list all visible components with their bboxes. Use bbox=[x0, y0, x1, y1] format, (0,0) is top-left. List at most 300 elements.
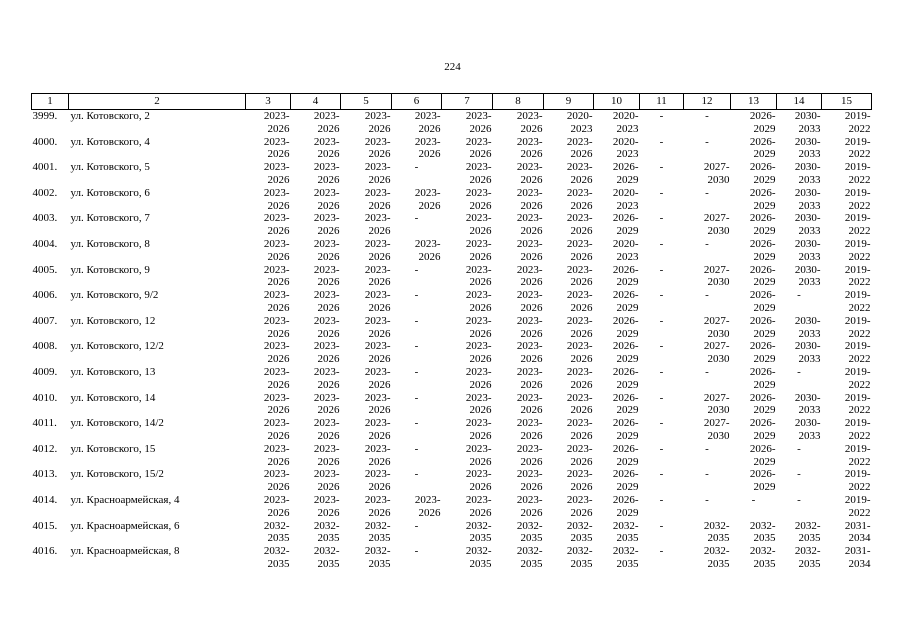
period-cell: 2032- 2035 bbox=[612, 519, 639, 545]
period-cell: 2026- 2029 bbox=[749, 314, 776, 340]
period-cell: 2023- 2026 bbox=[263, 391, 290, 417]
period-cell: 2026- 2029 bbox=[612, 212, 639, 238]
header-cell-14: 14 bbox=[777, 94, 822, 110]
period-cell: 2023- 2026 bbox=[364, 263, 391, 289]
period-cell: 2026- 2029 bbox=[749, 110, 776, 135]
header-cell-6: 6 bbox=[392, 94, 442, 110]
period-cell: 2030- 2033 bbox=[794, 237, 821, 263]
period-cell: - bbox=[751, 493, 756, 506]
period-cell: - bbox=[659, 212, 664, 225]
period-cell: 2032- 2035 bbox=[794, 545, 821, 570]
period-cell: - bbox=[797, 365, 801, 378]
period-cell: 2030- 2033 bbox=[794, 340, 821, 366]
table-row bbox=[32, 212, 872, 238]
period-cell: 2023- 2026 bbox=[263, 442, 290, 468]
period-cell: 2023- 2026 bbox=[516, 442, 543, 468]
period-cell: 2030- 2033 bbox=[794, 314, 821, 340]
row-number: 4006. bbox=[32, 289, 58, 302]
period-cell: 2019- 2022 bbox=[844, 417, 871, 442]
period-cell: 2032- 2035 bbox=[465, 545, 492, 570]
header-cell-3: 3 bbox=[246, 94, 291, 110]
period-cell: 2032- 2035 bbox=[516, 545, 543, 570]
row-number: 4011. bbox=[32, 417, 57, 430]
header-cell-11: 11 bbox=[640, 94, 684, 110]
period-cell: 2026- 2029 bbox=[749, 212, 776, 238]
period-cell: 2023- 2026 bbox=[263, 493, 290, 519]
period-cell: 2023- 2026 bbox=[465, 263, 492, 289]
row-number: 4001. bbox=[32, 161, 58, 174]
period-cell: 2023- 2026 bbox=[364, 314, 391, 340]
period-cell: 2026- 2029 bbox=[749, 186, 776, 212]
row-number: 4014. bbox=[32, 493, 58, 506]
period-cell: 2023- 2026 bbox=[263, 161, 290, 186]
page-number: 224 bbox=[444, 61, 461, 73]
table-row bbox=[32, 238, 872, 264]
header-cell-2: 2 bbox=[69, 94, 246, 110]
period-cell: 2023- 2026 bbox=[263, 212, 290, 238]
period-cell: 2023- 2026 bbox=[566, 135, 593, 161]
period-cell: 2023- 2026 bbox=[313, 468, 340, 494]
period-cell: 2026- 2029 bbox=[749, 289, 776, 314]
address-cell: ул. Красноармейская, 6 bbox=[70, 519, 180, 532]
period-cell: - bbox=[659, 135, 664, 148]
period-cell: - bbox=[414, 289, 419, 302]
period-cell: - bbox=[659, 314, 664, 327]
period-cell: 2020- 2023 bbox=[566, 110, 593, 135]
period-cell: 2032- 2035 bbox=[566, 545, 593, 570]
period-cell: 2023- 2026 bbox=[516, 110, 543, 135]
period-cell: 2023- 2026 bbox=[364, 110, 391, 135]
period-cell: 2023- 2026 bbox=[465, 161, 492, 186]
period-cell: 2023- 2026 bbox=[465, 442, 492, 468]
row-number: 4005. bbox=[32, 263, 58, 276]
period-cell: 2023- 2026 bbox=[465, 289, 492, 314]
row-number: 4016. bbox=[32, 545, 58, 558]
period-cell: 2023- 2026 bbox=[566, 289, 593, 314]
period-cell: 2027- 2030 bbox=[703, 391, 730, 417]
period-cell: 2019- 2022 bbox=[844, 314, 871, 340]
period-cell: 2019- 2022 bbox=[844, 289, 871, 314]
period-cell: - bbox=[705, 289, 709, 302]
period-cell: - bbox=[414, 442, 419, 455]
period-cell: 2023- 2026 bbox=[364, 289, 391, 314]
period-cell: 2023- 2026 bbox=[313, 493, 340, 519]
header-cell-10: 10 bbox=[594, 94, 640, 110]
header-cell-12: 12 bbox=[684, 94, 731, 110]
period-cell: 2023- 2026 bbox=[516, 237, 543, 263]
table-row bbox=[32, 520, 872, 546]
address-cell: ул. Котовского, 5 bbox=[70, 161, 150, 174]
period-cell: 2026- 2029 bbox=[749, 417, 776, 442]
period-cell: 2023- 2026 bbox=[516, 417, 543, 442]
period-cell: 2026- 2029 bbox=[612, 365, 639, 391]
period-cell: - bbox=[797, 468, 801, 481]
period-cell: 2023- 2026 bbox=[364, 135, 391, 161]
period-cell: 2023- 2026 bbox=[313, 110, 340, 135]
row-number: 4008. bbox=[32, 340, 58, 353]
period-cell: 2026- 2029 bbox=[749, 365, 776, 391]
period-cell: - bbox=[659, 493, 664, 506]
header-cell-15: 15 bbox=[822, 94, 872, 110]
period-cell: 2023- 2026 bbox=[566, 468, 593, 494]
period-cell: 2023- 2026 bbox=[313, 442, 340, 468]
period-cell: 2023- 2026 bbox=[516, 212, 543, 238]
period-cell: - bbox=[705, 442, 709, 455]
period-cell: - bbox=[414, 314, 419, 327]
period-cell: 2023- 2026 bbox=[414, 493, 441, 519]
period-cell: 2023- 2026 bbox=[263, 314, 290, 340]
row-number: 4015. bbox=[32, 519, 58, 532]
period-cell: 2023- 2026 bbox=[313, 417, 340, 442]
period-cell: - bbox=[797, 442, 801, 455]
table-header bbox=[32, 94, 872, 110]
table-row bbox=[32, 340, 872, 366]
table-row bbox=[32, 494, 872, 520]
period-cell: 2023- 2026 bbox=[465, 237, 492, 263]
period-cell: - bbox=[414, 468, 419, 481]
period-cell: 2023- 2026 bbox=[313, 263, 340, 289]
period-cell: 2023- 2026 bbox=[364, 493, 391, 519]
table-row bbox=[32, 110, 872, 136]
period-cell: 2023- 2026 bbox=[313, 186, 340, 212]
period-cell: 2030- 2033 bbox=[794, 212, 821, 238]
period-cell: - bbox=[414, 391, 419, 404]
period-cell: 2023- 2026 bbox=[263, 110, 290, 135]
row-number: 4003. bbox=[32, 212, 58, 225]
header-cell-8: 8 bbox=[493, 94, 544, 110]
period-cell: 2023- 2026 bbox=[263, 468, 290, 494]
period-cell: 2023- 2026 bbox=[566, 237, 593, 263]
period-cell: - bbox=[414, 519, 419, 532]
period-cell: 2030- 2033 bbox=[794, 263, 821, 289]
period-cell: 2023- 2026 bbox=[313, 237, 340, 263]
period-cell: 2023- 2026 bbox=[516, 314, 543, 340]
period-cell: 2023- 2026 bbox=[364, 417, 391, 442]
table-row bbox=[32, 545, 872, 571]
period-cell: 2023- 2026 bbox=[414, 186, 441, 212]
period-cell: - bbox=[659, 442, 664, 455]
period-cell: 2032- 2035 bbox=[612, 545, 639, 570]
period-cell: 2030- 2033 bbox=[794, 110, 821, 135]
period-cell: 2026- 2029 bbox=[612, 263, 639, 289]
period-cell: 2023- 2026 bbox=[313, 340, 340, 366]
period-cell: 2023- 2026 bbox=[313, 161, 340, 186]
period-cell: 2032- 2035 bbox=[749, 519, 776, 545]
period-cell: 2030- 2033 bbox=[794, 135, 821, 161]
header-cell-7: 7 bbox=[442, 94, 493, 110]
row-number: 4000. bbox=[32, 135, 58, 148]
period-cell: 2031- 2034 bbox=[844, 545, 871, 570]
period-cell: 2026- 2029 bbox=[749, 391, 776, 417]
period-cell: 2019- 2022 bbox=[844, 161, 871, 186]
period-cell: 2032- 2035 bbox=[516, 519, 543, 545]
period-cell: 2027- 2030 bbox=[703, 417, 730, 442]
period-cell: 2030- 2033 bbox=[794, 161, 821, 186]
row-number: 4004. bbox=[32, 237, 58, 250]
period-cell: 2023- 2026 bbox=[516, 135, 543, 161]
period-cell: 2019- 2022 bbox=[844, 340, 871, 366]
period-cell: 2023- 2026 bbox=[566, 161, 593, 186]
period-cell: 2026- 2029 bbox=[749, 340, 776, 366]
period-cell: 2023- 2026 bbox=[566, 263, 593, 289]
period-cell: - bbox=[414, 263, 419, 276]
table-row bbox=[32, 366, 872, 392]
period-cell: 2023- 2026 bbox=[364, 442, 391, 468]
period-cell: 2026- 2029 bbox=[749, 135, 776, 161]
period-cell: 2027- 2030 bbox=[703, 161, 730, 186]
period-cell: 2026- 2029 bbox=[612, 340, 639, 366]
period-cell: 2032- 2035 bbox=[794, 519, 821, 545]
period-cell: 2019- 2022 bbox=[844, 212, 871, 238]
address-cell: ул. Котовского, 14 bbox=[70, 391, 156, 404]
period-cell: 2023- 2026 bbox=[566, 314, 593, 340]
period-cell: 2032- 2035 bbox=[313, 545, 340, 570]
period-cell: 2023- 2026 bbox=[263, 237, 290, 263]
period-cell: 2019- 2022 bbox=[844, 263, 871, 289]
period-cell: 2026- 2029 bbox=[749, 442, 776, 468]
period-cell: 2023- 2026 bbox=[465, 417, 492, 442]
row-number: 4013. bbox=[32, 468, 58, 481]
period-cell: 2026- 2029 bbox=[612, 468, 639, 494]
period-cell: 2023- 2026 bbox=[566, 340, 593, 366]
period-cell: 2023- 2026 bbox=[263, 417, 290, 442]
period-cell: 2023- 2026 bbox=[313, 365, 340, 391]
period-cell: 2023- 2026 bbox=[516, 186, 543, 212]
period-cell: 2023- 2026 bbox=[263, 186, 290, 212]
period-cell: 2030- 2033 bbox=[794, 186, 821, 212]
period-cell: - bbox=[659, 186, 664, 199]
header-cell-4: 4 bbox=[291, 94, 341, 110]
period-cell: 2019- 2022 bbox=[844, 442, 871, 468]
period-cell: 2027- 2030 bbox=[703, 212, 730, 238]
header-cell-1: 1 bbox=[32, 94, 69, 110]
period-cell: - bbox=[705, 135, 709, 148]
row-number: 4007. bbox=[32, 314, 58, 327]
period-cell: 2023- 2026 bbox=[364, 468, 391, 494]
header-row bbox=[32, 94, 872, 110]
period-cell: - bbox=[659, 161, 664, 174]
period-cell: 2019- 2022 bbox=[844, 468, 871, 494]
period-cell: 2023- 2026 bbox=[516, 263, 543, 289]
period-cell: 2019- 2022 bbox=[844, 135, 871, 161]
address-cell: ул. Котовского, 4 bbox=[70, 135, 150, 148]
table-row bbox=[32, 187, 872, 213]
period-cell: - bbox=[797, 289, 801, 302]
address-cell: ул. Котовского, 2 bbox=[70, 110, 150, 122]
period-cell: 2027- 2030 bbox=[703, 263, 730, 289]
period-cell: 2023- 2026 bbox=[465, 468, 492, 494]
period-cell: 2020- 2023 bbox=[612, 237, 639, 263]
period-cell: 2030- 2033 bbox=[794, 417, 821, 442]
period-cell: 2023- 2026 bbox=[516, 340, 543, 366]
period-cell: 2023- 2026 bbox=[566, 493, 593, 519]
period-cell: 2023- 2026 bbox=[364, 186, 391, 212]
period-cell: 2023- 2026 bbox=[263, 340, 290, 366]
period-cell: 2023- 2026 bbox=[465, 493, 492, 519]
header-cell-9: 9 bbox=[544, 94, 594, 110]
address-cell: ул. Котовского, 13 bbox=[70, 365, 156, 378]
address-cell: ул. Красноармейская, 4 bbox=[70, 493, 180, 506]
table-row bbox=[32, 468, 872, 494]
period-cell: - bbox=[414, 340, 419, 353]
period-cell: 2023- 2026 bbox=[465, 110, 492, 135]
table-row bbox=[32, 264, 872, 290]
period-cell: - bbox=[705, 468, 709, 481]
period-cell: 2020- 2023 bbox=[612, 135, 639, 161]
table-row bbox=[32, 417, 872, 443]
period-cell: 2023- 2026 bbox=[465, 314, 492, 340]
table-row bbox=[32, 161, 872, 187]
period-cell: - bbox=[659, 365, 664, 378]
table-row bbox=[32, 136, 872, 162]
period-cell: 2030- 2033 bbox=[794, 391, 821, 417]
row-number: 4010. bbox=[32, 391, 58, 404]
address-cell: ул. Котовского, 6 bbox=[70, 186, 150, 199]
period-cell: 2026- 2029 bbox=[749, 468, 776, 494]
period-cell: 2023- 2026 bbox=[516, 391, 543, 417]
row-number: 3999. bbox=[32, 110, 58, 122]
period-cell: 2026- 2029 bbox=[612, 391, 639, 417]
address-cell: ул. Котовского, 9 bbox=[70, 263, 150, 276]
period-cell: 2019- 2022 bbox=[844, 237, 871, 263]
period-cell: - bbox=[414, 545, 419, 558]
period-cell: 2032- 2035 bbox=[703, 519, 730, 545]
period-cell: 2019- 2022 bbox=[844, 391, 871, 417]
period-cell: 2032- 2035 bbox=[749, 545, 776, 570]
period-cell: 2026- 2029 bbox=[612, 493, 639, 519]
period-cell: - bbox=[414, 365, 419, 378]
period-cell: 2019- 2022 bbox=[844, 110, 871, 135]
period-cell: 2023- 2026 bbox=[414, 135, 441, 161]
period-cell: 2023- 2026 bbox=[263, 263, 290, 289]
period-cell: 2023- 2026 bbox=[516, 493, 543, 519]
period-cell: - bbox=[414, 212, 419, 225]
period-cell: 2032- 2035 bbox=[364, 545, 391, 570]
period-cell: - bbox=[797, 493, 801, 506]
period-cell: - bbox=[659, 263, 664, 276]
period-cell: - bbox=[414, 417, 419, 430]
period-cell: - bbox=[659, 289, 664, 302]
period-cell: 2019- 2022 bbox=[844, 365, 871, 391]
period-cell: 2023- 2026 bbox=[364, 391, 391, 417]
period-cell: 2023- 2026 bbox=[465, 365, 492, 391]
period-cell: 2023- 2026 bbox=[465, 391, 492, 417]
period-cell: 2019- 2022 bbox=[844, 186, 871, 212]
header-cell-13: 13 bbox=[731, 94, 777, 110]
period-cell: - bbox=[705, 110, 709, 122]
address-cell: ул. Котовского, 9/2 bbox=[70, 289, 159, 302]
address-cell: ул. Котовского, 14/2 bbox=[70, 417, 164, 430]
period-cell: 2023- 2026 bbox=[566, 417, 593, 442]
period-cell: 2026- 2029 bbox=[749, 237, 776, 263]
period-cell: 2032- 2035 bbox=[313, 519, 340, 545]
period-cell: 2023- 2026 bbox=[364, 237, 391, 263]
period-cell: 2032- 2035 bbox=[465, 519, 492, 545]
period-cell: 2023- 2026 bbox=[263, 365, 290, 391]
address-cell: ул. Котовского, 12/2 bbox=[70, 340, 164, 353]
period-cell: 2023- 2026 bbox=[313, 289, 340, 314]
period-cell: 2019- 2022 bbox=[844, 493, 871, 519]
period-cell: 2026- 2029 bbox=[612, 442, 639, 468]
period-cell: 2023- 2026 bbox=[313, 314, 340, 340]
period-cell: 2023- 2026 bbox=[566, 442, 593, 468]
period-cell: 2032- 2035 bbox=[703, 545, 730, 570]
period-cell: 2023- 2026 bbox=[465, 186, 492, 212]
period-cell: 2023- 2026 bbox=[313, 135, 340, 161]
period-cell: - bbox=[659, 519, 664, 532]
period-cell: 2026- 2029 bbox=[749, 161, 776, 186]
address-cell: ул. Котовского, 7 bbox=[70, 212, 150, 225]
period-cell: 2023- 2026 bbox=[263, 289, 290, 314]
table-row bbox=[32, 392, 872, 418]
period-cell: 2023- 2026 bbox=[313, 212, 340, 238]
period-cell: 2023- 2026 bbox=[516, 161, 543, 186]
period-cell: 2023- 2026 bbox=[364, 212, 391, 238]
address-cell: ул. Котовского, 15/2 bbox=[70, 468, 164, 481]
period-cell: 2023- 2026 bbox=[516, 289, 543, 314]
period-cell: - bbox=[659, 237, 664, 250]
period-cell: 2023- 2026 bbox=[516, 365, 543, 391]
period-cell: 2023- 2026 bbox=[465, 212, 492, 238]
period-cell: 2023- 2026 bbox=[566, 212, 593, 238]
table-row bbox=[32, 315, 872, 341]
period-cell: 2023- 2026 bbox=[566, 391, 593, 417]
period-cell: 2026- 2029 bbox=[612, 417, 639, 442]
period-cell: 2027- 2030 bbox=[703, 314, 730, 340]
period-cell: 2027- 2030 bbox=[703, 340, 730, 366]
period-cell: - bbox=[705, 365, 709, 378]
period-cell: 2023- 2026 bbox=[566, 365, 593, 391]
period-cell: - bbox=[705, 237, 709, 250]
address-cell: ул. Котовского, 8 bbox=[70, 237, 150, 250]
address-cell: ул. Котовского, 15 bbox=[70, 442, 156, 455]
period-cell: - bbox=[705, 493, 709, 506]
header-cell-5: 5 bbox=[341, 94, 392, 110]
schedule-table bbox=[31, 93, 872, 571]
table-row bbox=[32, 443, 872, 469]
row-number: 4002. bbox=[32, 186, 58, 199]
table-body bbox=[32, 110, 872, 571]
period-cell: 2031- 2034 bbox=[844, 519, 871, 545]
period-cell: 2032- 2035 bbox=[566, 519, 593, 545]
period-cell: 2023- 2026 bbox=[566, 186, 593, 212]
period-cell: 2020- 2023 bbox=[612, 186, 639, 212]
period-cell: 2032- 2035 bbox=[364, 519, 391, 545]
period-cell: 2023- 2026 bbox=[414, 237, 441, 263]
period-cell: 2023- 2026 bbox=[414, 110, 441, 135]
period-cell: 2023- 2026 bbox=[516, 468, 543, 494]
period-cell: - bbox=[659, 110, 664, 122]
period-cell: 2026- 2029 bbox=[612, 161, 639, 186]
period-cell: 2032- 2035 bbox=[263, 519, 290, 545]
period-cell: 2020- 2023 bbox=[612, 110, 639, 135]
period-cell: - bbox=[705, 186, 709, 199]
period-cell: 2023- 2026 bbox=[465, 135, 492, 161]
period-cell: - bbox=[659, 417, 664, 430]
period-cell: 2023- 2026 bbox=[364, 340, 391, 366]
row-number: 4009. bbox=[32, 365, 58, 378]
table-row bbox=[32, 289, 872, 315]
period-cell: 2026- 2029 bbox=[612, 314, 639, 340]
period-cell: - bbox=[414, 161, 419, 174]
period-cell: - bbox=[659, 391, 664, 404]
period-cell: 2023- 2026 bbox=[465, 340, 492, 366]
period-cell: 2023- 2026 bbox=[263, 135, 290, 161]
period-cell: 2026- 2029 bbox=[612, 289, 639, 314]
period-cell: 2032- 2035 bbox=[263, 545, 290, 570]
address-cell: ул. Красноармейская, 8 bbox=[70, 545, 180, 558]
period-cell: - bbox=[659, 340, 664, 353]
